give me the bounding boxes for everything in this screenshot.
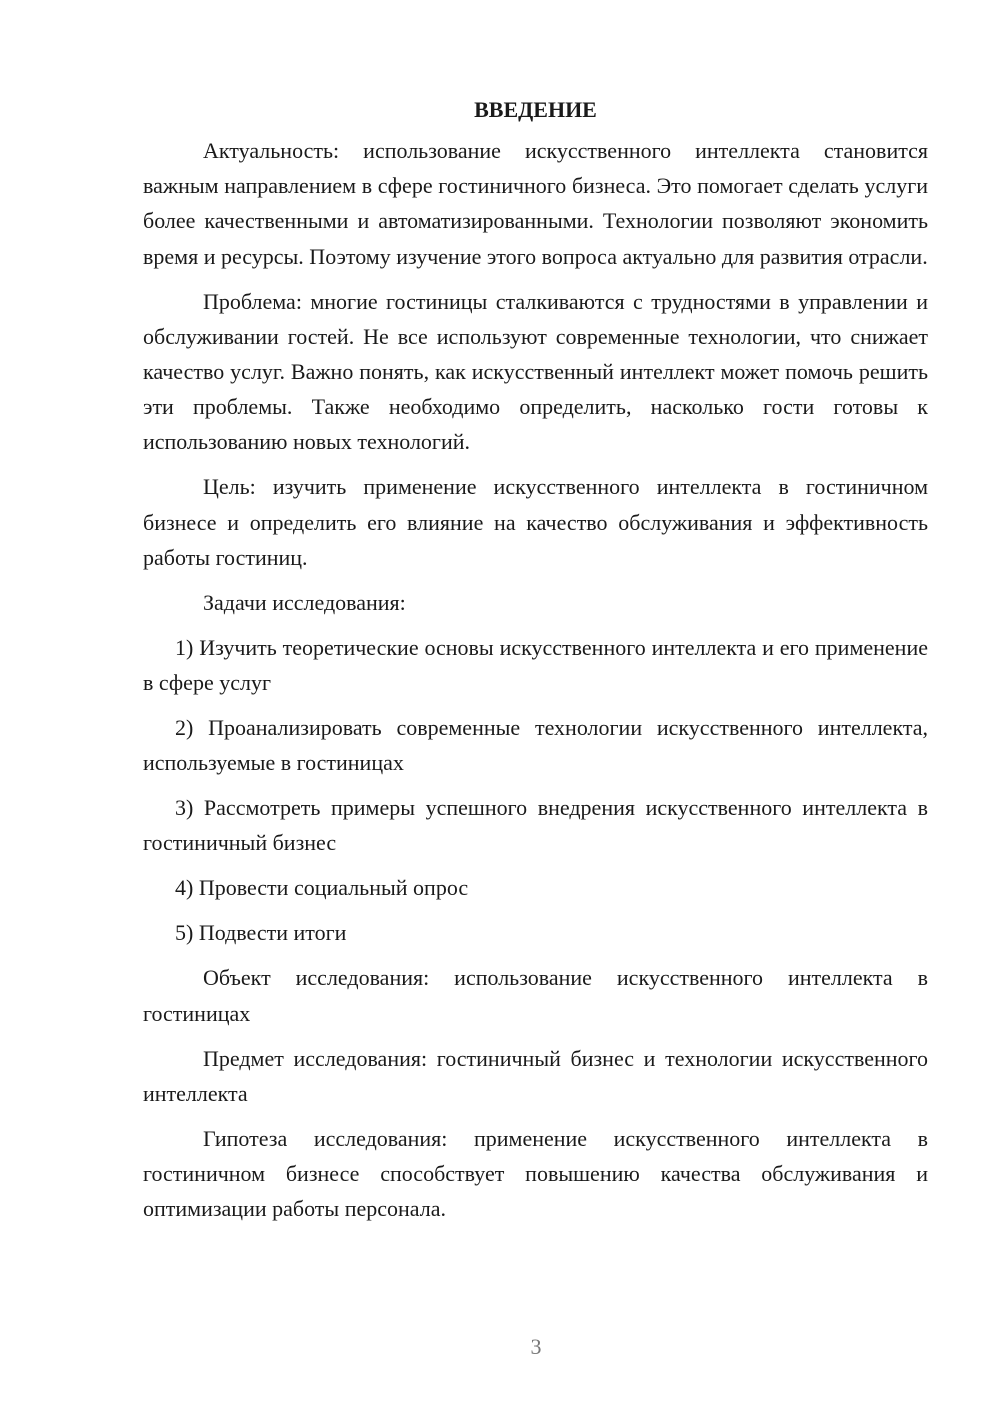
- task-item-1: 1) Изучить теоретические основы искусственного интеллекта и его применение в сфере услуг: [143, 634, 928, 696]
- paragraph-goal: Цель: изучить применение искусственного интеллекта в гостиничном бизнесе и определить его влияние на качество обслуживания и эффективность работы гостиниц.: [143, 474, 928, 570]
- task-item-3: 3) Рассмотреть примеры успешного внедрения искусственного интеллекта в гостиничный бизнес: [143, 795, 928, 856]
- paragraph-object: Объект исследования: использование искусственного интеллекта в гостиницах: [143, 965, 928, 1026]
- paragraph-tasks-heading: Задачи исследования:: [203, 589, 406, 615]
- paragraph-problem: Проблема: многие гостиницы сталкиваются с трудностями в управлении и обслуживании гостей. Не все используют современные технологии, что снижает качество услуг. Важно понять, как искусственный интеллект может помочь решить эти проблемы. Также необходимо определить, насколько гости готовы к использованию новых технологий.: [143, 288, 928, 455]
- task-item-2: 2) Проанализировать современные технологии искусственного интеллекта, используемые в гостиницах: [143, 715, 928, 776]
- page-number: 3: [530, 1334, 542, 1359]
- paragraph-subject: Предмет исследования: гостиничный бизнес и технологии искусственного интеллекта: [143, 1045, 928, 1106]
- paragraph-hypothesis: Гипотеза исследования: применение искусственного интеллекта в гостиничном бизнесе способствует повышению качества обслуживания и оптимизации работы персонала.: [143, 1125, 928, 1222]
- section-title: ВВЕДЕНИЕ: [474, 97, 597, 122]
- document-page: [143, 92, 928, 1236]
- task-item-5: 5) Подвести итоги: [175, 920, 347, 946]
- paragraph-relevance: Актуальность: использование искусственного интеллекта становится важным направлением в сфере гостиничного бизнеса. Это помогает сделать услуги более качественными и автоматизированными. Технологии позволяют экономить время и ресурсы. Поэтому изучение этого вопроса актуально для развития отрасли.: [143, 138, 928, 269]
- task-item-4: 4) Провести социальный опрос: [175, 875, 469, 901]
